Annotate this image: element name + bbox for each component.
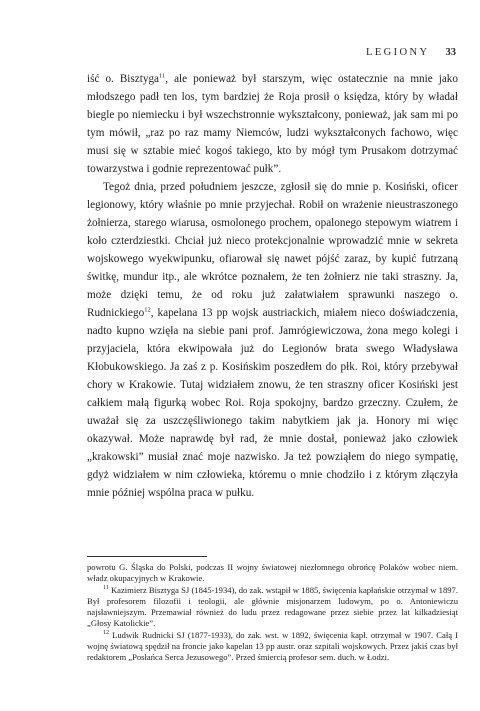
page-number: 33 [445, 47, 456, 58]
footnote-12-mark: 12 [103, 629, 109, 636]
footnotes [87, 562, 458, 664]
footnote-11-text: Kazimierz Bisztyga SJ (1845-1934), do zak. wstąpił w 1885, święcenia kapłańskie otrzymał w 1897. Był profesorem filozofii i teologii, ale głównie misjonarzem ludowym, po o. Antoniewiczu najsławniejszym. Przemawiał również do ludu przez redagowane przez siebie przez lat kilkadziesiąt „Głosy Katolickie”. [87, 584, 458, 629]
footnote-11-mark: 11 [103, 584, 109, 591]
paragraph-1-text-a: iść o. Bisztyga [87, 73, 160, 85]
footnote-continuation: powrotu G. Śląska do Polski, podczas II wojny światowej niezłomnego obrońcę Polaków wobec niem. władz okupacyjnych w Krakowie. [87, 562, 458, 584]
paragraph-2-text-b: , kapelana 13 pp wojsk austriackich, miałem nieco doświadczenia, nadto kupno wzięła na siebie pani prof. Jamrógiewiczowa, żona mego kolegi i przyjaciela, która ekwipowała już do Legionów brata swego Władysława Kłobukowskiego. Ja zaś z p. Kosińskim poszedłem do płk. Roi, który przebywał chory w Krakowie. Tutaj widziałem znowu, że ten straszny oficer Kosiński jest całkiem małą figurką wobec Roi. Roja spokojny, bardzo grzeczny. Czułem, że uważał się za uszczęśliwionego takim nabytkiem jak ja. Honory mi więc okazywał. Może naprawdę był rad, że mnie dostał, ponieważ jako człowiek „krakowski” musiał znać moje nazwisko. Ja też powziąłem do niego sympatię, gdyż widziałem w nim człowieka, któremu o mnie chodziło i z którym złączyła mnie później wspólna praca w pułku. [87, 307, 458, 499]
footnote-ref-12: 12 [144, 306, 151, 314]
footnote-ref-11: 11 [159, 72, 166, 80]
footnote-separator [87, 556, 207, 557]
running-title: LEGIONY [366, 47, 430, 58]
footnote-12-text: Ludwik Rudnicki SJ (1877-1933), do zak. wst. w 1892, święcenia kapł. otrzymał w 1907. Całą I wojnę światową spędził na froncie jako kapelan 13 pp austr. oraz szpitali wojskowych. Przez jakiś czas był redaktorem „Posłańca Serca Jezusowego”. Przed śmiercią profesor sem. duch. w Łodzi. [87, 629, 458, 663]
paragraph-2 [87, 178, 458, 502]
paragraph-2-text-a: Tegoż dnia, przed południem jeszcze, zgłosił się do mnie p. Kosiński, oficer legionowy, który właśnie po mnie przyjechał. Robił on wrażenie nieustraszonego żołnierza, starego wiarusa, osmolonego prochem, opalonego stepowym wiatrem i koło czterdziestki. Chciał już nieco protekcjonalnie wprowadzić mnie w sekreta wojskowego wyekwipunku, ofiarował się nawet pójść zaraz, by kupić futrzaną świtkę, mundur itp., ale wkrótce poznałem, że ten żołnierz nie taki straszny. Ja, może dzięki temu, że od roku już załatwiałem sprawunki naszego o. Rudnickiego [87, 181, 458, 319]
main-text [87, 70, 458, 502]
footnote-12 [87, 630, 458, 664]
paragraph-1-text-b: , ale ponieważ był starszym, więc ostatecznie na mnie jako młodszego padł ten los, tym bardziej że Roja prosił o księdza, który by władał biegle po niemiecku i był wszechstronnie wykształcony, ponieważ, jak sam mi po tym mówił, „raz po raz mamy Niemców, ludzi wykształconych fachowo, więc musi się w sztabie mieć kogoś takiego, kto by mógł tym Prusakom dotrzymać towarzystwa i godnie reprezentować pułk”. [87, 73, 458, 175]
footnote-11 [87, 585, 458, 630]
running-header [366, 47, 456, 58]
paragraph-1 [87, 70, 458, 178]
